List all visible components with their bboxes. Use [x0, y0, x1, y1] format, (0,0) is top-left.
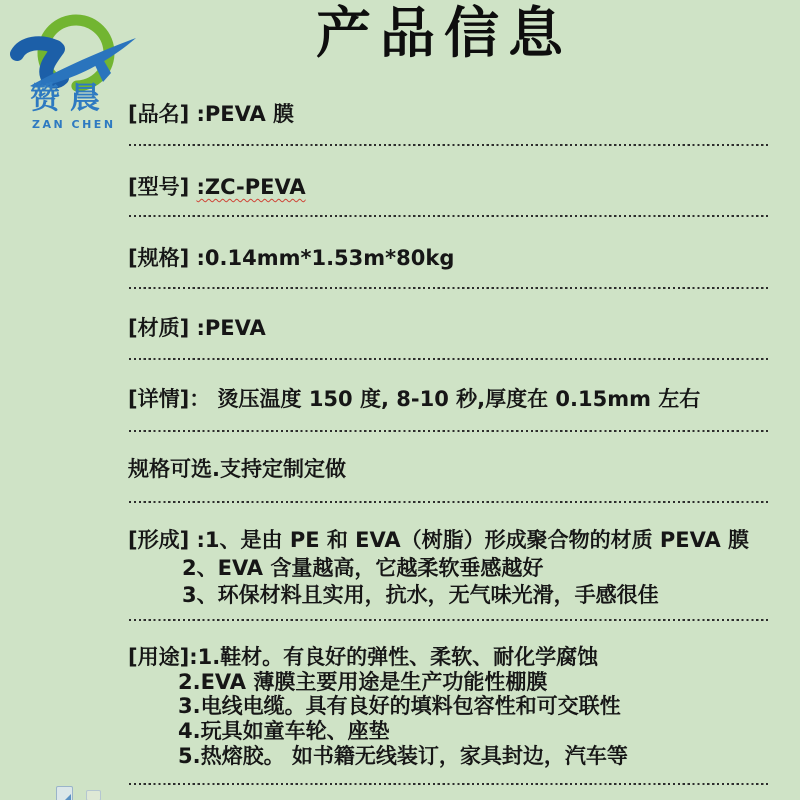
zanchen-logo [8, 8, 140, 140]
model-value-spellchecked: :ZC-PEVA [196, 175, 306, 199]
field-text: [详情]： 烫压温度 150 度, 8-10 秒,厚度在 0.15mm 左右 [128, 387, 701, 411]
field-text: 5.热熔胶。 如书籍无线装订，家具封边，汽车等 [178, 743, 628, 768]
section-divider [129, 358, 768, 360]
field-text: [用途]:1.鞋材。有良好的弹性、柔软、耐化学腐蚀 [128, 645, 599, 669]
brand-name-chinese: 赞晨 [30, 81, 110, 116]
section-divider [129, 144, 768, 146]
field-text: [材质] :PEVA [128, 316, 266, 340]
field-product-name [128, 101, 294, 127]
section-divider [129, 215, 768, 217]
section-divider [129, 783, 768, 785]
field-formation [128, 527, 749, 610]
field-text: [形成] :1、是由 PE 和 EVA（树脂）形成聚合物的材质 PEVA 膜 [128, 528, 750, 552]
section-divider [129, 430, 768, 432]
field-spec [128, 245, 454, 271]
field-model [128, 174, 306, 200]
section-divider [129, 619, 768, 621]
field-text: 4.玩具如童车轮、座垫 [178, 719, 390, 744]
field-text: [品名] :PEVA 膜 [128, 102, 295, 126]
section-divider [129, 501, 768, 503]
field-material [128, 315, 266, 341]
field-text [128, 174, 306, 200]
field-usage [128, 645, 628, 769]
field-text: [规格] :0.14mm*1.53m*80kg [128, 246, 455, 270]
field-note [128, 456, 346, 482]
field-text: 规格可选.支持定制定做 [128, 457, 346, 481]
brand-name-english: ZAN CHEN [32, 118, 116, 131]
field-details [128, 386, 700, 412]
paste-options-icon [56, 786, 108, 800]
field-text: 2.EVA 薄膜主要用途是生产功能性棚膜 [178, 669, 548, 694]
model-label: [型号] [128, 175, 197, 199]
field-text: 3.电线电缆。具有良好的填料包容性和可交联性 [178, 694, 621, 719]
field-text: 2、EVA 含量越高，它越柔软垂感越好 [182, 555, 544, 580]
clipboard-icon [56, 786, 73, 800]
field-text: 3、环保材料且实用，抗水，无气味光滑，手感很佳 [182, 583, 659, 608]
page-title: 产品信息 [316, 0, 573, 65]
clipboard-page-icon [86, 790, 101, 800]
section-divider [129, 287, 768, 289]
